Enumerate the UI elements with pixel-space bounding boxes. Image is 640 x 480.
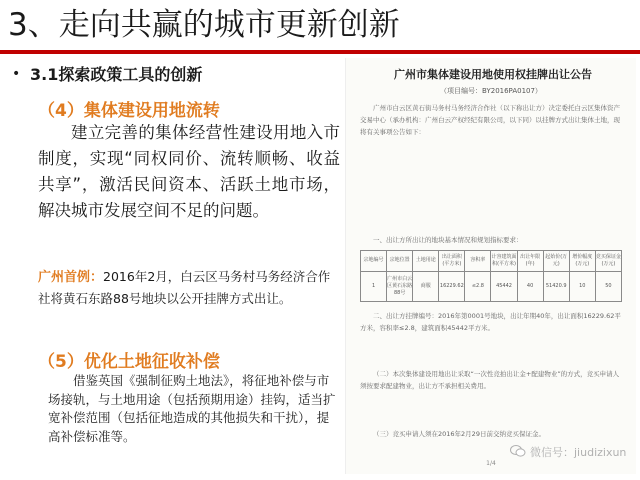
table-header-cell: 竞买保证金(万元) xyxy=(595,251,621,272)
case-label: 广州首例 xyxy=(38,270,91,285)
section5-heading: （5）优化土地征收补偿 xyxy=(38,352,220,372)
table-cell: 51420.9 xyxy=(543,271,569,301)
slide-title: 3、走向共赢的城市更新创新 xyxy=(8,7,400,43)
table-cell: 50 xyxy=(595,271,621,301)
table-header-cell: 出让年限(年) xyxy=(517,251,543,272)
table-cell: 商服 xyxy=(413,271,439,301)
case-text: 2016年2月，白云区马务村马务经济合作社将黄石东路88号地块以公开挂牌方式出让。 xyxy=(38,269,331,306)
case-colon: ： xyxy=(90,270,104,285)
table-header-row xyxy=(361,251,622,272)
table-header-cell: 增价幅度(万元) xyxy=(569,251,595,272)
table-header-cell: 计容建筑面积(平方米) xyxy=(491,251,517,272)
table-cell: 1 xyxy=(361,271,387,301)
section5-body: 借鉴英国《强制征购土地法》，将征地补偿与市场接轨，与土地用途（包括预期用途）挂钩，适当扩宽补偿范围（包括征地造成的其他损失和干扰），提高补偿标准等。 xyxy=(48,373,336,444)
table-header-cell: 宗地位置 xyxy=(387,251,413,272)
section4-heading: （4）集体建设用地流转 xyxy=(38,101,220,121)
section4-body: 建立完善的集体经营性建设用地入市制度，实现“同权同价、流转顺畅、收益共享”，激活民间资本、活跃土地市场，解决城市发展空间不足的问题。 xyxy=(38,123,340,220)
table-cell: 45442 xyxy=(491,271,517,301)
table-header-cell: 容积率 xyxy=(465,251,491,272)
table-header-cell: 起始价(万元) xyxy=(543,251,569,272)
announcement-document-image xyxy=(345,58,636,474)
table-cell: ≤2.8 xyxy=(465,271,491,301)
table-cell: 40 xyxy=(517,271,543,301)
table-header-cell: 宗地编号 xyxy=(361,251,387,272)
title-divider xyxy=(0,50,640,54)
document-paragraph: （三）竞买申请人须在2016年2月29日前交纳竞买保证金。 xyxy=(373,430,545,438)
table-cell: 16229.62 xyxy=(439,271,465,301)
table-header-cell: 出让面积(平方米) xyxy=(439,251,465,272)
document-paragraph: 二、出让方挂牌编号：2016年第0001号地块，出让年期40年，出让面积16229.62平方米，容积率≤2.8，建筑面积45442平方米。 xyxy=(360,312,621,332)
document-paragraph: （二）本次集体建设用地出让采取“一次性竞拍出让金+配建物业”的方式，竞买申请人须按要求配建物业，出让方不承担相关费用。 xyxy=(360,370,620,390)
wechat-logo-icon xyxy=(510,444,526,458)
table-header-cell: 土地用途 xyxy=(413,251,439,272)
document-paragraph: 广州市白云区黄石街马务村马务经济合作社（以下称出让方）决定委托白云区集体资产交易中心（承办机构：广州白云产权经纪有限公司，以下同）以挂牌方式出让集体土地，现将有关事项公告如下： xyxy=(360,104,620,136)
case-block xyxy=(38,266,338,309)
document-paragraph: 一、出让方所出让的地块基本情况和规划指标要求： xyxy=(373,236,523,244)
table-cell: 广州市白云区黄石东路88号 xyxy=(387,271,413,301)
table-cell: 10 xyxy=(569,271,595,301)
document-title: 广州市集体建设用地使用权挂牌出让公告 xyxy=(394,68,592,81)
bullet-marker: • xyxy=(12,66,21,82)
bullet-heading: 3.1探索政策工具的创新 xyxy=(30,65,203,84)
watermark: 微信号：jiudizixun xyxy=(530,446,627,459)
table-row xyxy=(361,271,622,301)
document-project-number: （项目编号：BY2016PA0107） xyxy=(440,87,542,95)
document-table xyxy=(360,250,622,302)
document-page-number: 1/4 xyxy=(486,460,496,467)
